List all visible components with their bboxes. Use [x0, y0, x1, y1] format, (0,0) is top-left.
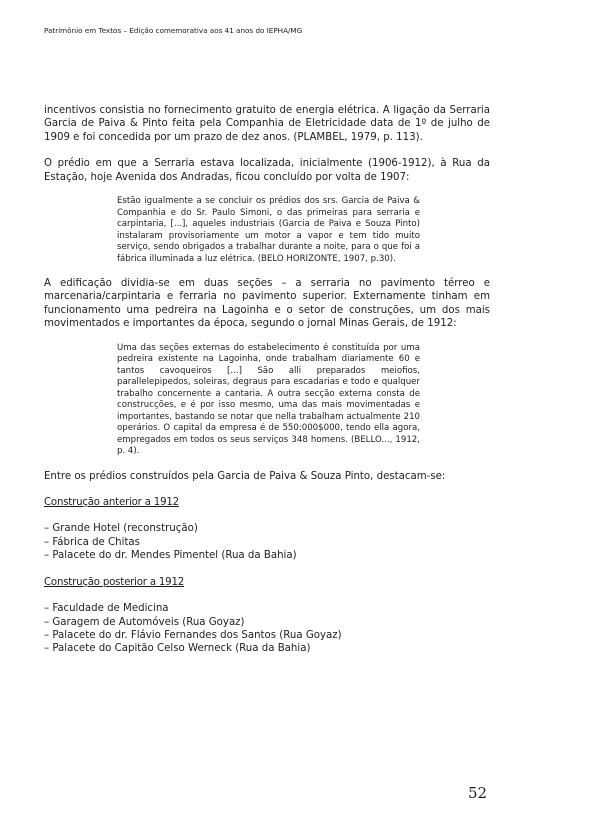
page-number: 52: [468, 784, 488, 802]
list-item: – Garagem de Automóveis (Rua Goyaz): [44, 616, 245, 628]
list-item: – Fábrica de Chitas: [44, 536, 140, 548]
running-header: Patrimônio em Textos – Edição comemorativa aos 41 anos do IEPHA/MG: [44, 26, 303, 35]
section-title-before-1912: Construção anterior a 1912: [44, 497, 179, 509]
list-item: – Faculdade de Medicina: [44, 603, 169, 615]
section-title-after-1912: Construção posterior a 1912: [44, 576, 185, 588]
list-item: – Grande Hotel (reconstrução): [44, 523, 198, 535]
document-body: [44, 104, 490, 656]
list-item: – Palacete do Capitão Celso Werneck (Rua da Bahia): [44, 643, 311, 655]
block-quote-minas-gerais: Uma das seções externas do estabelecimento é constituída por uma pedreira existente na Lagoinha, onde trabalham diariamente 60 e tantos cavoqueiros [...] São alli preparados meiofios, parallelepipedos, soleiras, degraus para escadarias e todo e qualquer trabalho concernente a cantaria. A outra secção externa consta de construcções, e é por isso mesmo, uma das mais movimentadas e importantes, bastando se notar que nella trabalham actualmente 210 operários. O capital da empresa é de 550:000$000, tendo ella agora, empregados em todos os seus serviços 348 homens. (BELLO..., 1912, p. 4).: [117, 342, 420, 457]
list-before-1912: [44, 522, 490, 562]
block-quote-belo-horizonte: Estão igualmente a se concluir os prédios dos srs. Garcia de Paiva & Companhia e do Sr. Paulo Simoni, o das primeiras para serraria e carpintaria, [...], aqueles industriais (Garcia de Paiva e Souza Pinto) instalaram provisoriamente um motor a vapor e tem tido muito serviço, sendo obrigados a trabalhar durante a noite, para o que foi a fábrica illuminada a luz elétrica. (BELO HORIZONTE, 1907, p.30).: [117, 196, 420, 264]
paragraph-building-location: O prédio em que a Serraria estava localizada, inicialmente (1906-1912), à Rua da Estação, hoje Avenida dos Andradas, ficou concluído por volta de 1907:: [44, 158, 490, 183]
list-item: – Palacete do dr. Mendes Pimentel (Rua da Bahia): [44, 550, 297, 562]
paragraph-building-sections: A edificação dividia-se em duas seções – a serraria no pavimento térreo e marcenaria/carpintaria e ferraria no pavimento superior. Externamente tinham em funcionamento uma pedreira na Lagoinha e o setor de construções, um dos mais movimentados e importantes da época, segundo o jornal Minas Gerais, de 1912:: [44, 278, 490, 330]
paragraph-energy-incentives: incentivos consistia no fornecimento gratuito de energia elétrica. A ligação da Serraria Garcia de Paiva & Pinto feita pela Companhia de Eletricidade data de 1º de julho de 1909 e foi concedida por um prazo de dez anos. (PLAMBEL, 1979, p. 113).: [44, 105, 490, 143]
list-item: – Palacete do dr. Flávio Fernandes dos Santos (Rua Goyaz): [44, 629, 342, 641]
list-after-1912: [44, 602, 490, 656]
paragraph-buildings-intro: Entre os prédios construídos pela Garcia de Paiva & Souza Pinto, destacam-se:: [44, 470, 446, 482]
